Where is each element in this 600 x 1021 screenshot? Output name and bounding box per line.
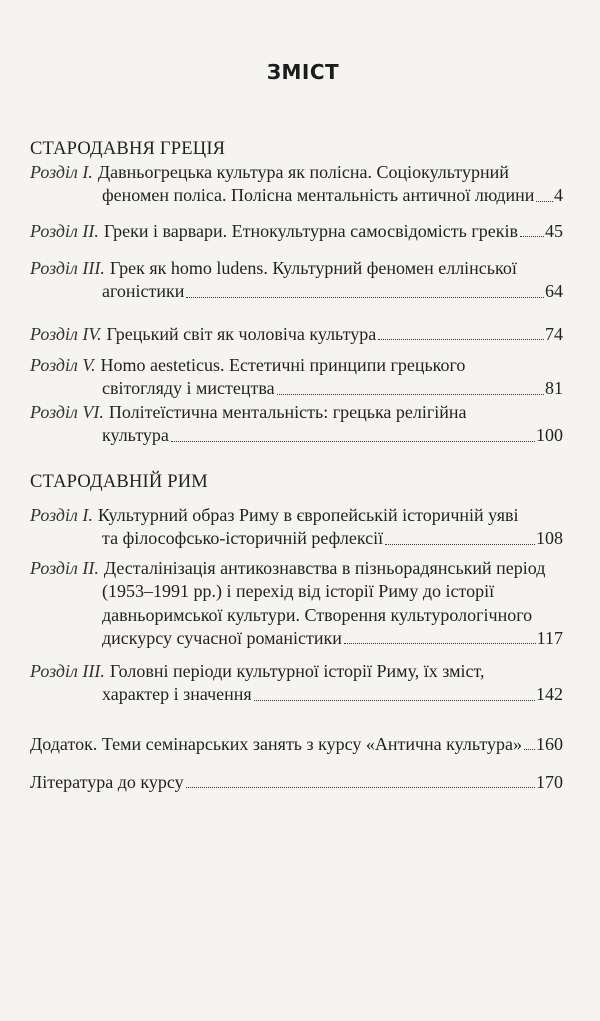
entry-title-line: феномен поліса. Полісна ментальність античної людини [102,185,535,206]
leader-dots [186,280,544,297]
entry-title-line: Грек як homo ludens. Культурний феномен еллінської [109,258,517,278]
toc-entry-literature[interactable] [30,771,563,794]
entry-title-line: Homo aesteticus. Естетичні принципи грецького [100,355,466,375]
section-heading: СТАРОДАВНЯ ГРЕЦІЯ [30,139,226,159]
chapter-label: Розділ I. [30,505,93,525]
toc-entry-appendix[interactable] [30,733,563,756]
entry-title-line: культура [102,425,169,446]
page-number: 170 [536,772,563,792]
leader-dots [378,323,544,340]
toc-entry[interactable] [30,354,563,401]
leader-dots [277,377,544,394]
chapter-label: Розділ V. [30,355,96,375]
page-number: 74 [545,324,563,344]
toc-entry[interactable] [30,557,563,650]
page-number: 45 [545,221,563,241]
chapter-label: Розділ II. [30,558,99,578]
toc-entry[interactable] [30,660,563,707]
leader-dots [385,527,535,544]
toc-entry[interactable] [30,504,563,551]
page-number: 81 [545,378,563,399]
leader-dots [524,733,535,750]
chapter-label: Розділ III. [30,661,105,681]
entry-title-line: давньоримської культури. Створення культурологічного [102,604,533,625]
chapter-label: Розділ VI. [30,402,104,422]
chapter-label: Розділ III. [30,258,105,278]
entry-title-line: світогляду і мистецтва [102,378,275,399]
entry-title-line: Греки і варвари. Етнокультурна самосвідомість греків [103,221,518,241]
entry-title-line: Грецький світ як чоловіча культура [106,324,377,344]
leader-dots [536,184,553,201]
toc-entry[interactable] [30,257,563,304]
entry-title-line: дискурсу сучасної романістики [102,627,342,648]
entry-title-line: Культурний образ Риму в європейській історичній уяві [97,505,519,525]
chapter-label: Розділ I. [30,162,93,182]
leader-dots [171,424,535,441]
entry-title-line: Політеїстична ментальність: грецька релігійна [108,402,467,422]
page-number: 142 [536,684,563,705]
page-number: 108 [536,528,563,549]
page-number: 64 [545,281,563,302]
entry-title-line: Головні періоди культурної історії Риму, їх зміст, [109,661,485,681]
page-number: 160 [536,734,563,754]
entry-title-line: Давньогрецька культура як полісна. Соціокультурний [97,162,509,182]
entry-title-line: Десталінізація антикознавства в пізньорадянський період [103,558,546,578]
leader-dots [186,771,535,788]
toc-entry[interactable] [30,401,563,448]
section-heading: СТАРОДАВНІЙ РИМ [30,472,208,492]
page-number: 100 [536,425,563,446]
leader-dots [254,683,535,700]
toc-entry[interactable] [30,161,563,208]
leader-dots [520,220,544,237]
page-number: 4 [554,185,563,206]
leader-dots [344,627,536,644]
entry-title-line: (1953–1991 рр.) і перехід від історії Риму до історії [102,581,495,602]
entry-title-line: та філософсько-історичній рефлексії [102,528,384,549]
page-number: 117 [536,627,563,648]
page-title: ЗМІСТ [266,60,340,84]
toc-entry[interactable] [30,220,563,243]
entry-title: Література до курсу [30,772,184,792]
chapter-label: Розділ II. [30,221,99,241]
entry-title-line: агоністики [102,281,185,302]
entry-title: Додаток. Теми семінарських занять з курсу «Антична культура» [30,734,522,754]
toc-entry[interactable] [30,323,563,346]
chapter-label: Розділ IV. [30,324,102,344]
entry-title-line: характер і значення [102,684,252,705]
